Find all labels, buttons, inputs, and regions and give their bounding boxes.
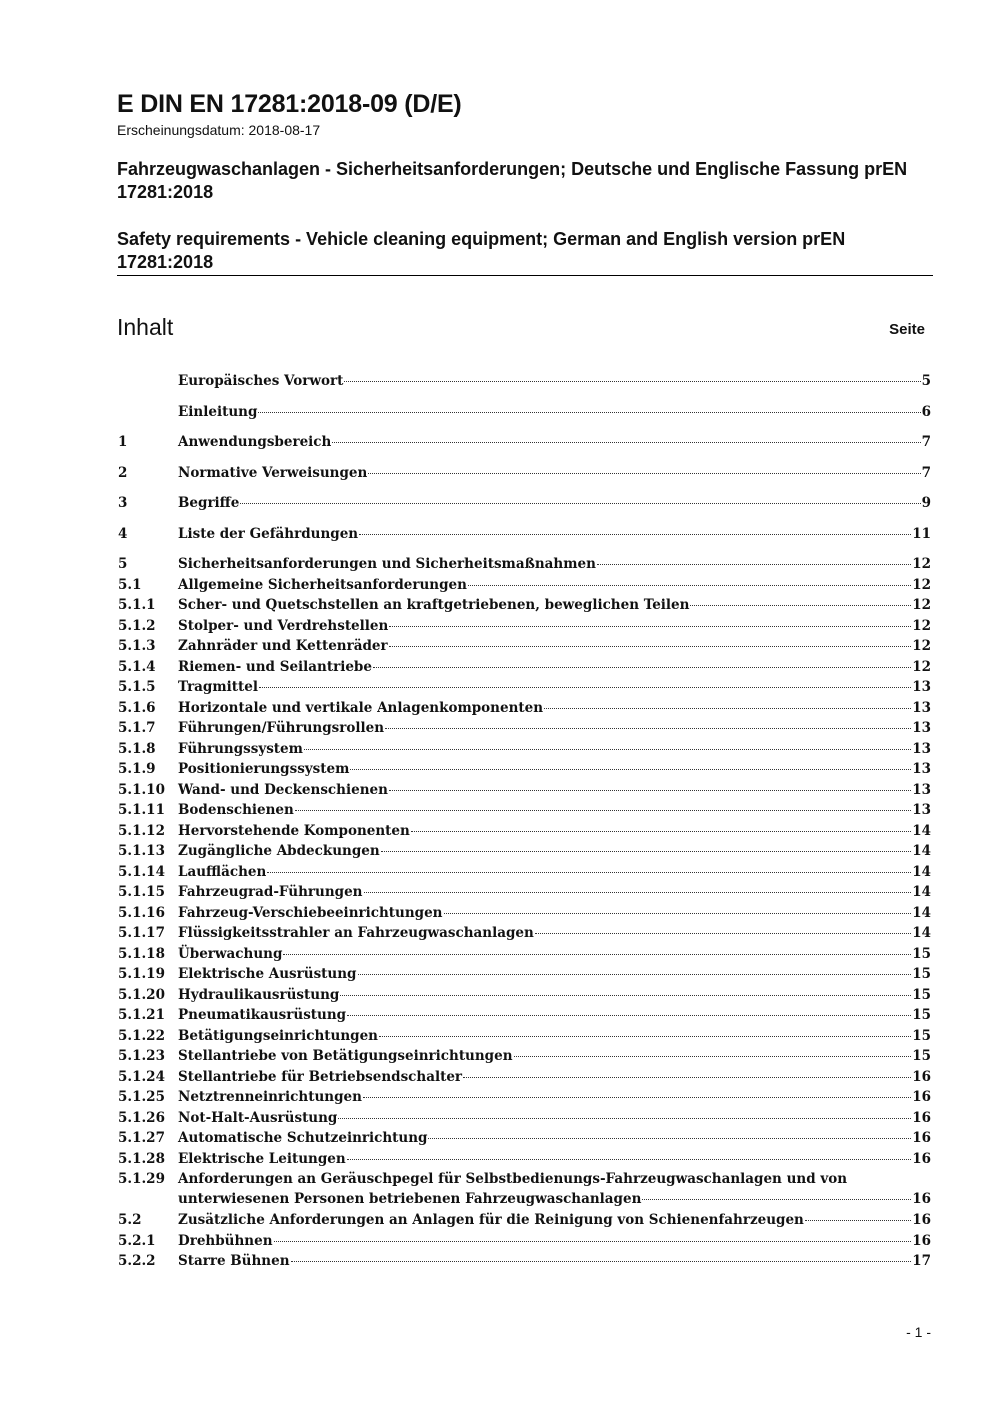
toc-entry-page: 13 <box>912 700 931 716</box>
toc-dot-leader <box>597 563 911 565</box>
toc-dot-leader <box>364 891 912 893</box>
toc-entry[interactable] <box>118 1046 931 1066</box>
toc-dot-leader <box>340 994 911 996</box>
toc-entry[interactable] <box>118 1108 931 1128</box>
toc-dot-leader <box>444 912 912 914</box>
toc-entry-title: Elektrische Ausrüstung <box>178 966 357 982</box>
toc-entry-number: 5.1.18 <box>118 946 165 962</box>
toc-entry[interactable] <box>118 1231 931 1251</box>
toc-entry-page: 14 <box>912 843 931 859</box>
toc-entry-number: 5.1.5 <box>118 679 156 695</box>
toc-entry-page: 13 <box>912 741 931 757</box>
toc-dot-leader <box>258 411 920 413</box>
toc-entry-title: Zusätzliche Anforderungen an Anlagen für die Reinigung von Schienenfahrzeugen <box>178 1212 804 1228</box>
footer-page-number: - 1 - <box>906 1324 931 1340</box>
toc-entry-number: 5.1.2 <box>118 618 156 634</box>
toc-entry[interactable] <box>118 718 931 738</box>
header-divider <box>117 275 933 276</box>
toc-dot-leader <box>428 1137 911 1139</box>
toc-entry-page: 15 <box>912 987 931 1003</box>
toc-entry-number: 5.1.7 <box>118 720 156 736</box>
toc-entry-number: 5.2.2 <box>118 1253 156 1269</box>
toc-entry-number: 5.2.1 <box>118 1233 156 1249</box>
toc-entry-number: 5.1.28 <box>118 1151 165 1167</box>
toc-entry-title: Anwendungsbereich <box>178 434 332 450</box>
toc-entry[interactable] <box>118 759 931 779</box>
toc-entry[interactable] <box>118 1251 931 1271</box>
toc-entry-page: 15 <box>912 1007 931 1023</box>
toc-entry[interactable] <box>118 1210 931 1230</box>
toc-entry-number: 5.1.3 <box>118 638 156 654</box>
toc-entry-number: 5.1.10 <box>118 782 165 798</box>
toc-entry-title: Anforderungen an Geräuschpegel für Selbstbedienungs-Fahrzeugwaschanlagen und von <box>178 1171 848 1187</box>
toc-entry-page: 13 <box>912 782 931 798</box>
toc-entry[interactable] <box>118 923 931 943</box>
toc-entry-number: 5.1.24 <box>118 1069 165 1085</box>
toc-entry-title: Liste der Gefährdungen <box>178 526 359 542</box>
toc-entry-number: 5.1.12 <box>118 823 165 839</box>
toc-dot-leader <box>385 727 911 729</box>
toc-entry-number: 5.1.29 <box>118 1171 165 1187</box>
toc-entry-title: Horizontale und vertikale Anlagenkomponenten <box>178 700 544 716</box>
toc-entry-title: Elektrische Leitungen <box>178 1151 346 1167</box>
toc-entry-number: 5.1.15 <box>118 884 165 900</box>
toc-entry-title: Riemen- und Seilantriebe <box>178 659 372 675</box>
toc-entry-title: Automatische Schutzeinrichtung <box>178 1130 428 1146</box>
toc-entry[interactable] <box>118 1087 931 1107</box>
toc-dot-leader <box>468 584 911 586</box>
toc-entry-number: 5.1.17 <box>118 925 165 941</box>
toc-entry-page: 15 <box>912 966 931 982</box>
toc-entry-title: Führungen/Führungsrollen <box>178 720 385 736</box>
toc-entry-number: 3 <box>118 495 128 511</box>
toc-entry-page: 7 <box>921 465 931 481</box>
toc-dot-leader <box>347 1014 911 1016</box>
toc-entry[interactable] <box>118 493 931 513</box>
toc-entry-page: 17 <box>912 1253 931 1269</box>
toc-entry-title: Betätigungseinrichtungen <box>178 1028 378 1044</box>
toc-entry-page: 7 <box>921 434 931 450</box>
toc-entry-title: Drehbühnen <box>178 1233 273 1249</box>
toc-dot-leader <box>379 1035 911 1037</box>
toc-entry-title: Sicherheitsanforderungen und Sicherheitsmaßnahmen <box>178 556 596 572</box>
toc-entry[interactable] <box>118 944 931 964</box>
toc-dot-leader <box>642 1198 911 1200</box>
toc-entry-page: 16 <box>912 1069 931 1085</box>
toc-heading: Inhalt <box>117 314 174 340</box>
toc-entry[interactable] <box>118 402 931 422</box>
toc-dot-leader <box>389 625 911 627</box>
toc-entry-title: Hervorstehende Komponenten <box>178 823 410 839</box>
toc-dot-leader <box>544 707 911 709</box>
toc-dot-leader <box>274 1240 912 1242</box>
toc-entry-number: 5.1.22 <box>118 1028 165 1044</box>
toc-entry[interactable] <box>118 862 931 882</box>
toc-entry-number: 5.1.25 <box>118 1089 165 1105</box>
toc-entry-number: 5.1.8 <box>118 741 156 757</box>
toc-entry-title: Fahrzeugrad-Führungen <box>178 884 363 900</box>
toc-entry-page: 13 <box>912 720 931 736</box>
toc-entry-number: 5.1.13 <box>118 843 165 859</box>
toc-entry-title: Stellantriebe von Betätigungseinrichtungen <box>178 1048 513 1064</box>
toc-entry-number: 5.1.11 <box>118 802 165 818</box>
toc-entry-number: 2 <box>118 465 128 481</box>
toc-entry-page: 16 <box>912 1089 931 1105</box>
toc-entry-title: Laufflächen <box>178 864 267 880</box>
toc-entry-title: Pneumatikausrüstung <box>178 1007 347 1023</box>
toc-entry-page: 16 <box>912 1110 931 1126</box>
toc-entry[interactable] <box>118 1005 931 1025</box>
toc-entry[interactable] <box>118 677 931 697</box>
toc-entry-page: 16 <box>912 1130 931 1146</box>
toc-entry[interactable] <box>118 1026 931 1046</box>
toc-entry-title: Europäisches Vorwort <box>178 373 344 389</box>
toc-entry-page: 12 <box>912 659 931 675</box>
toc-entry-number: 4 <box>118 526 128 542</box>
toc-entry-page: 13 <box>912 679 931 695</box>
toc-entry-number: 5.1.14 <box>118 864 165 880</box>
toc-entry-number: 5.1.21 <box>118 1007 165 1023</box>
toc-entry-number: 5.1.26 <box>118 1110 165 1126</box>
toc-dot-leader <box>359 533 911 535</box>
toc-entry-page: 13 <box>912 802 931 818</box>
toc-entry-title: Flüssigkeitsstrahler an Fahrzeugwaschanlagen <box>178 925 534 941</box>
toc-entry-page: 14 <box>912 864 931 880</box>
toc-dot-leader <box>267 871 911 873</box>
toc-entry-number: 5.1 <box>118 577 142 593</box>
toc-entry-number: 5.1.9 <box>118 761 156 777</box>
toc-entry-number: 5.1.1 <box>118 597 156 613</box>
toc-entry-title: Hydraulikausrüstung <box>178 987 340 1003</box>
toc-dot-leader <box>368 472 920 474</box>
toc-entry-number: 5.1.16 <box>118 905 165 921</box>
toc-entry-page: 12 <box>912 556 931 572</box>
toc-entry-title: Normative Verweisungen <box>178 465 368 481</box>
toc-entry[interactable] <box>118 432 931 452</box>
toc-entry[interactable] <box>118 595 931 615</box>
toc-entry-title: Zahnräder und Kettenräder <box>178 638 388 654</box>
toc-entry-page: 12 <box>912 577 931 593</box>
toc-entry-title: Einleitung <box>178 404 258 420</box>
toc-entry[interactable] <box>118 882 931 902</box>
toc-entry-title: Überwachung <box>178 946 283 962</box>
toc-dot-leader <box>259 686 911 688</box>
toc-dot-leader <box>389 789 911 791</box>
toc-dot-leader <box>381 850 912 852</box>
toc-entry-page: 16 <box>912 1212 931 1228</box>
toc-entry-title: Tragmittel <box>178 679 258 695</box>
toc-dot-leader <box>304 748 911 750</box>
toc-dot-leader <box>283 953 911 955</box>
toc-entry-title: Not-Halt-Ausrüstung <box>178 1110 338 1126</box>
toc-entry[interactable] <box>118 463 931 483</box>
toc-entry-title: Starre Bühnen <box>178 1253 290 1269</box>
toc-dot-leader <box>350 768 911 770</box>
toc-entry[interactable] <box>118 698 931 718</box>
toc-entry-page: 15 <box>912 1028 931 1044</box>
toc-entry-number: 5.1.27 <box>118 1130 165 1146</box>
toc-entry[interactable] <box>118 1128 931 1148</box>
toc-entry-page: 14 <box>912 905 931 921</box>
toc-entry-number: 5.2 <box>118 1212 142 1228</box>
toc-dot-leader <box>463 1076 911 1078</box>
document-id: E DIN EN 17281:2018-09 (D/E) <box>117 90 462 118</box>
toc-page-column-label: Seite <box>889 321 925 338</box>
title-german: Fahrzeugwaschanlagen - Sicherheitsanforderungen; Deutsche und Englische Fassung prEN 17281:2018 <box>117 159 908 202</box>
toc-entry[interactable] <box>118 821 931 841</box>
toc-entry-page: 9 <box>921 495 931 511</box>
toc-entry-number: 5 <box>118 556 128 572</box>
toc-entry-title: Scher- und Quetschstellen an kraftgetriebenen, beweglichen Teilen <box>178 597 690 613</box>
toc-dot-leader <box>373 666 911 668</box>
toc-dot-leader <box>358 973 912 975</box>
toc-entry-page: 12 <box>912 638 931 654</box>
toc-entry[interactable] <box>118 554 931 574</box>
toc-entry[interactable] <box>118 616 931 636</box>
toc-entry[interactable] <box>118 985 931 1005</box>
toc-entry[interactable] <box>118 636 931 656</box>
toc-entry[interactable] <box>118 780 931 800</box>
toc-entry-page: 16 <box>912 1151 931 1167</box>
toc-entry-number: 5.1.6 <box>118 700 156 716</box>
toc-entry-page: 6 <box>921 404 931 420</box>
toc-dot-leader <box>332 441 920 443</box>
toc-entry-title: Führungssystem <box>178 741 303 757</box>
toc-entry-page: 16 <box>912 1233 931 1249</box>
toc-entry[interactable] <box>118 575 931 595</box>
toc-entry-title: Begriffe <box>178 495 240 511</box>
toc-dot-leader <box>347 1158 912 1160</box>
toc-entry-title: Stellantriebe für Betriebsendschalter <box>178 1069 463 1085</box>
toc-entry-page: 13 <box>912 761 931 777</box>
toc-entry-number: 5.1.20 <box>118 987 165 1003</box>
toc-entry-page: 14 <box>912 884 931 900</box>
toc-dot-leader <box>344 380 920 382</box>
toc-entry-title: Netztrenneinrichtungen <box>178 1089 362 1105</box>
publication-date: Erscheinungsdatum: 2018-08-17 <box>117 122 321 138</box>
toc-entry-title: Allgemeine Sicherheitsanforderungen <box>178 577 467 593</box>
toc-entry-number: 5.1.19 <box>118 966 165 982</box>
toc-dot-leader <box>411 830 911 832</box>
toc-entry-title: Positionierungssystem <box>178 761 350 777</box>
toc-entry-title: Bodenschienen <box>178 802 294 818</box>
toc-entry[interactable] <box>118 739 931 759</box>
toc-entry-title: Stolper- und Verdrehstellen <box>178 618 389 634</box>
toc-entry[interactable] <box>118 657 931 677</box>
toc-entry-page: 11 <box>912 526 931 542</box>
toc-dot-leader <box>291 1260 912 1262</box>
toc-entry-page: 14 <box>912 925 931 941</box>
title-english: Safety requirements - Vehicle cleaning equipment; German and English version prEN 17281:2018 <box>117 229 846 272</box>
toc-dot-leader <box>805 1219 911 1221</box>
toc-entry-page: 14 <box>912 823 931 839</box>
toc-dot-leader <box>363 1096 911 1098</box>
toc-entry-title: Zugängliche Abdeckungen <box>178 843 380 859</box>
toc-entry[interactable] <box>118 964 931 984</box>
toc-entry-page: 12 <box>912 618 931 634</box>
toc-entry[interactable] <box>118 841 931 861</box>
toc-entry[interactable] <box>118 1149 931 1169</box>
toc-entry[interactable] <box>118 800 931 820</box>
toc-dot-leader <box>514 1055 912 1057</box>
toc-entry-number: 1 <box>118 434 128 450</box>
toc-entry-page: 5 <box>921 373 931 389</box>
toc-entry-title: Fahrzeug-Verschiebeeinrichtungen <box>178 905 443 921</box>
toc-entry[interactable] <box>118 1169 931 1209</box>
toc-entry-page: 16 <box>912 1191 931 1207</box>
toc-entry-title-continued: unterwiesenen Personen betriebenen Fahrzeugwaschanlagen <box>178 1191 642 1207</box>
toc-entry-page: 15 <box>912 946 931 962</box>
toc-dot-leader <box>690 604 911 606</box>
toc-entry-page: 12 <box>912 597 931 613</box>
toc-dot-leader <box>338 1117 911 1119</box>
toc-entry[interactable] <box>118 524 931 544</box>
toc-entry-page: 15 <box>912 1048 931 1064</box>
toc-entry[interactable] <box>118 371 931 391</box>
toc-entry[interactable] <box>118 1067 931 1087</box>
toc-entry-title: Wand- und Deckenschienen <box>178 782 388 798</box>
toc-entry[interactable] <box>118 903 931 923</box>
toc-dot-leader <box>389 645 912 647</box>
toc-entry-number: 5.1.23 <box>118 1048 165 1064</box>
toc-dot-leader <box>295 809 911 811</box>
toc-dot-leader <box>240 502 920 504</box>
toc-dot-leader <box>535 932 911 934</box>
toc-entry-number: 5.1.4 <box>118 659 156 675</box>
